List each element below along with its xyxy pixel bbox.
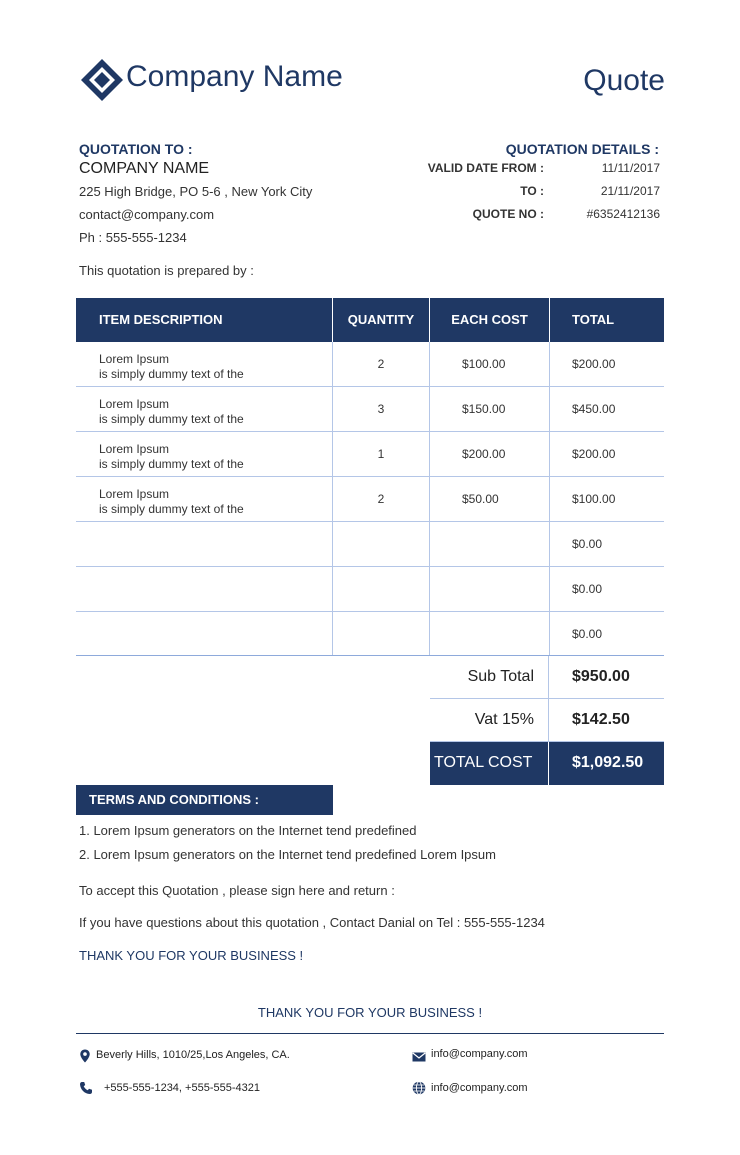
item-subtitle: is simply dummy text of the	[99, 502, 244, 516]
quote-no-value: #6352412136	[586, 207, 660, 221]
table-row	[76, 477, 664, 522]
terms-title: TERMS AND CONDITIONS :	[76, 785, 333, 815]
footer-email[interactable]: info@company.com	[431, 1048, 528, 1060]
total-value: $0.00	[572, 537, 603, 551]
client-company-name: COMPANY NAME	[79, 160, 210, 177]
table-row	[76, 432, 664, 477]
prepared-by-text: This quotation is prepared by :	[79, 263, 254, 278]
client-address: 225 High Bridge, PO 5-6 , New York City	[79, 184, 313, 199]
total-value: $0.00	[572, 627, 603, 641]
total-value: $200.00	[572, 447, 616, 461]
total-cell	[550, 387, 664, 431]
total-cell	[550, 342, 664, 386]
location-pin-icon	[78, 1049, 92, 1063]
envelope-icon	[412, 1050, 426, 1064]
quote-no-row	[420, 207, 660, 225]
quantity-cell	[333, 567, 430, 611]
item-title: Lorem Ipsum	[99, 442, 170, 456]
item-title: Lorem Ipsum	[99, 352, 170, 366]
description-cell	[76, 522, 333, 566]
quantity-value: 2	[377, 357, 385, 371]
valid-to-row	[420, 184, 660, 202]
total-cost-label: TOTAL COST	[430, 742, 549, 785]
each-cost-cell	[430, 567, 550, 611]
term-item: 2. Lorem Ipsum generators on the Internet tend predefined Lorem Ipsum	[79, 847, 496, 862]
total-cell	[550, 612, 664, 655]
valid-from-label: VALID DATE FROM :	[427, 161, 544, 175]
valid-to-label: TO :	[520, 184, 544, 198]
quantity-value: 2	[377, 492, 385, 506]
header-item-description: ITEM DESCRIPTION	[76, 298, 333, 342]
quantity-value: 1	[377, 447, 385, 461]
table-row	[76, 342, 664, 387]
valid-from-row	[420, 161, 660, 179]
table-row	[76, 567, 664, 612]
table-row	[76, 387, 664, 432]
questions-note: If you have questions about this quotation , Contact Danial on Tel : 555-555-1234	[79, 915, 545, 930]
footer-thank-you: THANK YOU FOR YOUR BUSINESS !	[257, 1005, 483, 1020]
total-cell	[550, 477, 664, 521]
accept-note: To accept this Quotation , please sign here and return :	[79, 883, 395, 898]
subtotal-label: Sub Total	[430, 656, 549, 698]
each-cost-value: $150.00	[462, 402, 506, 416]
description-cell	[76, 612, 333, 655]
item-subtitle: is simply dummy text of the	[99, 367, 244, 381]
quantity-cell	[333, 387, 430, 431]
valid-to-value: 21/11/2017	[600, 184, 660, 198]
total-value: $450.00	[572, 402, 616, 416]
item-title: Lorem Ipsum	[99, 487, 170, 501]
total-value: $0.00	[572, 582, 603, 596]
quotation-details-label: QUOTATION DETAILS :	[505, 141, 659, 157]
subtotal-row	[430, 656, 664, 699]
client-email: contact@company.com	[79, 207, 215, 222]
vat-label: Vat 15%	[430, 699, 549, 741]
quote-no-label: QUOTE NO :	[472, 207, 544, 221]
each-cost-cell	[430, 477, 550, 521]
each-cost-value: $200.00	[462, 447, 506, 461]
description-cell	[76, 567, 333, 611]
quantity-cell	[333, 477, 430, 521]
company-name-title: Company Name	[126, 60, 343, 93]
vat-row	[430, 699, 664, 742]
item-title: Lorem Ipsum	[99, 397, 170, 411]
footer-divider	[76, 1033, 664, 1034]
total-cell	[550, 522, 664, 566]
total-cell	[550, 432, 664, 476]
quantity-value: 3	[377, 402, 385, 416]
quantity-cell	[333, 522, 430, 566]
thank-you-message: THANK YOU FOR YOUR BUSINESS !	[79, 948, 304, 963]
description-cell	[76, 432, 333, 476]
each-cost-cell	[430, 387, 550, 431]
footer-web[interactable]: info@company.com	[431, 1082, 528, 1094]
each-cost-cell	[430, 432, 550, 476]
header-quantity: QUANTITY	[333, 298, 430, 342]
total-value: $200.00	[572, 357, 616, 371]
table-row	[76, 612, 664, 656]
quantity-cell	[333, 612, 430, 655]
table-header	[76, 298, 664, 342]
total-cell	[550, 567, 664, 611]
client-phone: Ph : 555-555-1234	[79, 230, 187, 245]
description-cell	[76, 387, 333, 431]
each-cost-cell	[430, 522, 550, 566]
footer-phones: +555-555-1234, +555-555-4321	[104, 1082, 260, 1094]
total-cost-row	[430, 742, 664, 785]
globe-icon	[412, 1081, 426, 1095]
header-each-cost: EACH COST	[430, 298, 550, 342]
table-row	[76, 522, 664, 567]
each-cost-value: $50.00	[462, 492, 499, 506]
description-cell	[76, 342, 333, 386]
each-cost-cell	[430, 342, 550, 386]
phone-icon	[79, 1081, 93, 1095]
term-item: 1. Lorem Ipsum generators on the Internet tend predefined	[79, 823, 417, 838]
header-total: TOTAL	[572, 312, 615, 327]
quantity-cell	[333, 432, 430, 476]
valid-from-value: 11/11/2017	[601, 161, 660, 175]
total-value: $100.00	[572, 492, 616, 506]
total-cost-value: $1,092.50	[572, 754, 644, 771]
each-cost-cell	[430, 612, 550, 655]
footer-address: Beverly Hills, 1010/25,Los Angeles, CA.	[96, 1049, 290, 1061]
vat-value: $142.50	[572, 711, 630, 728]
each-cost-value: $100.00	[462, 357, 506, 371]
company-logo	[80, 58, 124, 102]
quotation-to-label: QUOTATION TO :	[79, 141, 193, 157]
description-cell	[76, 477, 333, 521]
document-title: Quote	[583, 64, 665, 97]
item-subtitle: is simply dummy text of the	[99, 412, 244, 426]
subtotal-value: $950.00	[572, 668, 630, 685]
item-subtitle: is simply dummy text of the	[99, 457, 244, 471]
quantity-cell	[333, 342, 430, 386]
